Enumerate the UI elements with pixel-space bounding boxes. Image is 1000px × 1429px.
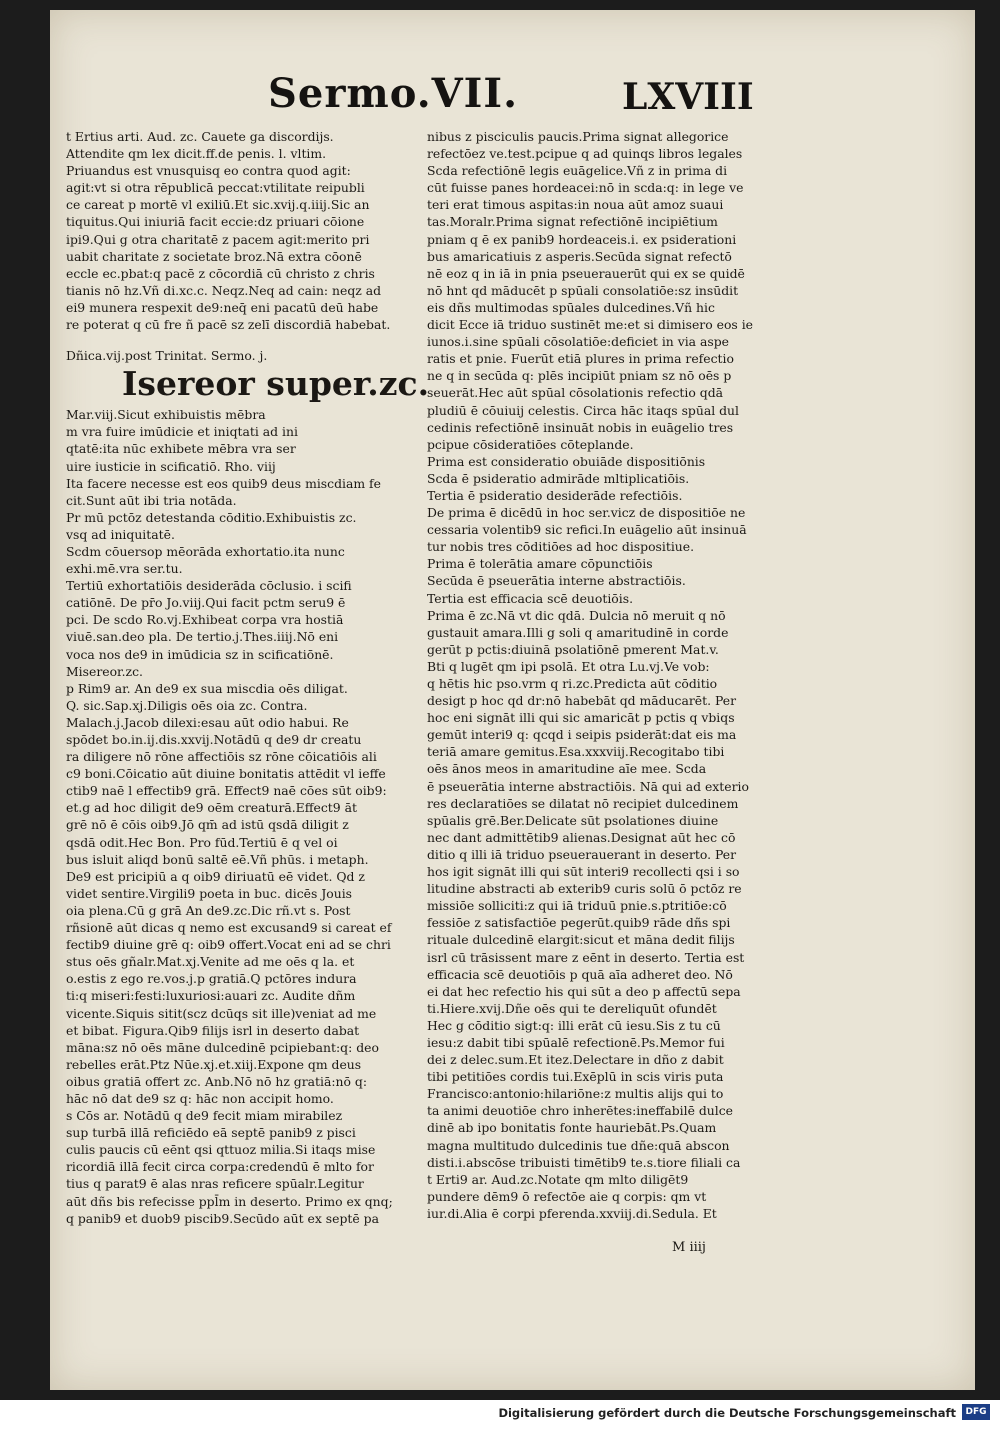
text-line: ra diligere nō rōne affectiōis sz rōne cōicatiōis ali (66, 749, 377, 765)
text-line: magna multitudo dulcedinis tue dñe:quā abscon (427, 1137, 730, 1153)
text-line: pci. De scdo Ro.vj.Exhibeat corpa vra hostiā (66, 612, 344, 628)
text-line: tiquitus.Qui iniuriā facit eccie:dz priuari cōione (66, 214, 365, 230)
text-line: ipi9.Qui g otra charitatē z pacem agit:merito pri (66, 231, 370, 247)
text-line: gerūt p pctis:diuinā psolatiōnē pmerent Mat.v. (427, 641, 719, 657)
text-line: bus amaricatiuis z asperis.Secūda signat refectō (427, 248, 732, 264)
text-line: ē pseuerātia interne abstractiōis. Nā qui ad exterio (427, 778, 749, 794)
text-line: ctib9 naē l effectib9 grā. Effect9 naē cōes sūt oib9: (66, 783, 387, 799)
text-line: cūt fuisse panes hordeacei:nō in scda:q: in lege ve (427, 180, 744, 196)
running-head-title: Sermo.VII. (268, 70, 519, 117)
text-line: ratis et pnie. Fuerūt etiā plures in prima refectio (427, 351, 734, 367)
text-line: Scdm cōuersop mēorāda exhortatio.ita nunc (66, 543, 345, 559)
text-line: seuerāt.Hec aūt spūal cōsolationis refectio qdā (427, 385, 724, 401)
text-line: eccle ec.pbat:q pacē z cōcordiā cū christo z chris (66, 265, 375, 281)
text-line: disti.i.abscōse tribuisti timētib9 te.s.tiore filiali ca (427, 1154, 741, 1170)
text-line: fessiōe z satisfactiōe pegerūt.quib9 rāde dñs spi (427, 915, 731, 931)
text-line: spōdet bo.in.ij.dis.xxvij.Notādū q de9 dr creatu (66, 732, 362, 747)
text-line: cessaria volentib9 sic refici.In euāgelio aūt insinuā (427, 522, 747, 538)
text-line: qtatē:ita nūc exhibete mēbra vra ser (66, 441, 296, 457)
text-line: qsdā odit.Hec Bon. Pro fūd.Tertiū ē q vel oi (66, 834, 338, 850)
text-line: pniam q ē ex panib9 hordeaceis.i. ex psiderationi (427, 231, 737, 247)
text-line: et bibat. Figura.Qib9 filijs isrl in deserto dabat (66, 1022, 360, 1038)
text-line: fectib9 diuine grē q: oib9 offert.Vocat eni ad se chri (66, 937, 391, 953)
dfg-logo-icon: DFG (962, 1404, 990, 1420)
text-line: ei9 munera respexit de9:neq̄ eni pacatū deū habe (66, 299, 379, 315)
text-line: m vra fuire imūdicie et iniqtati ad ini (66, 424, 298, 440)
text-line: culis paucis cū eēnt qsi qttuoz milia.Si itaqs mise (66, 1142, 376, 1158)
text-line: missiōe solliciti:z qui iā triduū pnie.s.ptritiōe:cō (427, 898, 727, 914)
text-line: c9 boni.Cōicatio aūt diuine bonitatis attēdit vl ieffe (66, 766, 386, 782)
text-line: oēs ānos meos in amaritudine aīe mee. Scda (427, 761, 707, 777)
text-line: s Cōs ar. Notādū q de9 fecit miam mirabilez (66, 1108, 343, 1124)
text-line: Prima ē tolerātia amare cōpunctiōis (427, 556, 653, 572)
text-line: tas.Moralr.Prima signat refectiōnē incipiētium (427, 214, 718, 230)
text-line: dei z delec.sum.Et itez.Delectare in dño z dabit (427, 1052, 724, 1068)
text-line: et.g ad hoc diligit de9 oēm creaturā.Effect9 āt (66, 800, 357, 816)
text-line: Francisco:antonio:hilariōne:z multis alijs qui to (427, 1086, 724, 1102)
text-line: Bti q lugēt qm ipi psolā. Et otra Lu.vj.Ve vob: (427, 658, 710, 674)
text-line: nec dant admittētib9 alienas.Designat aūt hec cō (427, 829, 736, 845)
text-line: nē eoz q in iā in pnia pseuerauerūt qui ex se quidē (427, 265, 745, 281)
text-line: vicente.Siquis sitit(scz dcūqs sit ille)veniat ad me (66, 1005, 377, 1021)
text-line: iur.di.Alia ē corpi pferenda.xxviij.di.Sedula. Et (427, 1205, 717, 1221)
text-line: hāc nō dat de9 sz q: hāc non accipit homo. (66, 1090, 334, 1106)
text-line: t Erti9 ar. Aud.zc.Notate qm mlto diligēt9 (427, 1171, 689, 1187)
text-line: ti.Hiere.xvij.Dñe oēs qui te dereliquūt ofundēt (427, 1000, 717, 1016)
text-line: Prima est consideratio obuiāde dispositiōnis (427, 453, 706, 469)
text-line: Tertia ē psideratio desiderāde refectiōis. (427, 487, 683, 503)
text-line: spūalis grē.Ber.Delicate sūt psolationes diuine (427, 812, 719, 828)
text-line: Ita facere necesse est eos quib9 deus miscdiam fe (66, 475, 381, 491)
text-line: videt sentire.Virgili9 poeta in buc. dicēs Jouis (66, 885, 353, 901)
text-line: rñsionē aūt dicas q nemo est excusand9 si careat ef (66, 920, 392, 936)
text-line: tianis nō hz.Vñ di.xc.c. Neqz.Neq ad cain: neqz ad (66, 282, 382, 298)
text-line: Prima ē zc.Nā vt dic qdā. Dulcia nō meruit q nō (427, 607, 726, 623)
text-line: efficacia scē deuotiōis p quā aīa adheret deo. Nō (427, 966, 733, 982)
text-line: voca nos de9 in imūdicia sz in scificatiōnē. (66, 646, 334, 662)
text-line: Priuandus est vnusquisq eo contra quod agit: (66, 163, 351, 179)
text-line: Q. sic.Sap.xj.Diligis oēs oia zc. Contra. (66, 697, 308, 713)
text-line: o.estis z ego re.vos.j.p gratiā.Q pctōres indura (66, 971, 357, 987)
text-line: ditio q illi iā triduo pseuerauerant in deserto. Per (427, 846, 737, 862)
text-line: teriā amare gemitus.Esa.xxxviij.Recogitabo tibi (427, 744, 725, 760)
text-line: oia plena.Cū g grā An de9.zc.Dic rñ.vt s. Post (66, 902, 351, 918)
text-line: cit.Sunt aūt ibi tria notāda. (66, 492, 237, 508)
text-line: tur nobis tres cōditiōes ad hoc dispositiue. (427, 539, 695, 555)
text-line: Dñica.vij.post Trinitat. Sermo. j. (66, 348, 268, 364)
text-line: bus isluit aliqd bonū saltē eē.Vñ phūs. i metaph. (66, 851, 369, 867)
text-line: refectōez ve.test.pcipue q ad quinqs libros legales (427, 146, 743, 162)
text-line: viuē.san.deo pla. De tertio.j.Thes.iiij.Nō eni (66, 629, 339, 645)
text-line: rituale dulcedinē elargit:sicut et māna dedit filijs (427, 932, 735, 948)
footer-credit: Digitalisierung gefördert durch die Deutsche Forschungsgemeinschaft (498, 1406, 956, 1420)
text-line: uire iusticie in scificatiō. Rho. viij (66, 458, 276, 474)
text-line: Scda refectiōnē legis euāgelice.Vñ z in prima di (427, 163, 728, 179)
footer-bar (0, 1400, 1000, 1429)
text-line: catiōnē. De pr̄o Jo.viij.Qui facit pctm seru9 ē (66, 595, 346, 611)
text-line: Malach.j.Jacob dilexi:esau aūt odio habui. Re (66, 714, 349, 730)
text-line: Tertia est efficacia scē deuotiōis. (427, 590, 634, 606)
text-line: t Ertius arti. Aud. zc. Cauete ga discordijs. (66, 129, 334, 144)
text-line: re poterat q cū fre ñ pacē sz zelī discordiā habebat. (66, 317, 391, 333)
text-line: dicit Ecce iā triduo sustinēt me:et si dimisero eos ie (427, 317, 754, 333)
text-line: ce careat p mortē vl exiliū.Et sic.xvij.q.iiij.Sic an (66, 197, 370, 213)
text-line: hos igit signāt illi qui sūt interi9 recollecti qsi i so (427, 864, 740, 880)
line-gap (66, 333, 411, 347)
folio-number: LXVIII (622, 76, 754, 118)
signature-mark: M iiij (672, 1240, 706, 1255)
text-line: dinē ab ipo bonitatis fonte hauriebāt.Ps.Quam (427, 1120, 717, 1136)
text-line: sup turbā illā reficiēdo eā septē panib9 z pisci (66, 1125, 356, 1141)
text-line: desigt p hoc qd dr:nō habebāt qd māducarēt. Per (427, 693, 737, 709)
text-line: iunos.i.sine spūali cōsolatiōe:deficiet in via aspe (427, 334, 730, 350)
text-line: ei dat hec refectio his qui sūt a deo p affectū sepa (427, 983, 741, 999)
left-text-column (66, 128, 430, 1227)
text-line: pludiū ē cōuiuij celestis. Circa hāc itaqs spūal dul (427, 402, 739, 418)
text-line: ta animi deuotiōe chro inherētes:ineffabilē dulce (427, 1103, 734, 1119)
text-line: eis dñs multimodas spūales dulcedines.Vñ hic (427, 299, 715, 315)
text-line: gustauit amara.Illi g soli q amaritudinē in corde (427, 624, 729, 640)
text-line: Mar.viij.Sicut exhibuistis mēbra (66, 407, 266, 423)
text-line: grē nō ē cōis oib9.Jō qm̄ ad istū qsdā diligit z (66, 817, 349, 833)
text-line: Hec g cōditio sigt:q: illi erāt cū iesu.Sis z tu cū (427, 1017, 721, 1033)
text-line: hoc eni signāt illi qui sic amaricāt p pctis q vbiqs (427, 710, 735, 726)
text-line: nō hnt qd māducēt p spūali consolatiōe:sz insūdit (427, 282, 739, 298)
text-line: p Rim9 ar. An de9 ex sua miscdia oēs diligat. (66, 680, 348, 696)
text-line: Scda ē psideratio admirāde mltiplicatiōis. (427, 470, 690, 486)
text-line: iesu:z dabit tibi spūalē refectionē.Ps.Memor fui (427, 1034, 725, 1050)
text-line: ti:q miseri:festi:luxuriosi:auari zc. Audite dñm (66, 988, 356, 1004)
text-line: ricordiā illā fecit circa corpa:credendū ē mlto for (66, 1159, 374, 1175)
text-line: exhi.mē.vra ser.tu. (66, 561, 183, 577)
text-line: tius q parat9 ē alas nras reficere spūalr.Legitur (66, 1176, 364, 1192)
text-line: oibus gratiā offert zc. Anb.Nō nō hz gratiā:nō q: (66, 1073, 368, 1089)
text-line: cedinis refectiōnē insinuāt nobis in euāgelio tres (427, 419, 734, 435)
right-text-column (427, 128, 789, 1222)
text-line: ne q in secūda q: plēs incipiūt pniam sz nō oēs p (427, 368, 732, 384)
text-line: De9 est pricipiū a q oib9 diriuatū eē videt. Qd z (66, 868, 365, 884)
text-line: nibus z pisciculis paucis.Prima signat allegorice (427, 129, 729, 144)
text-line: Attendite qm lex dicit.ff.de penis. l. vltim. (66, 146, 327, 162)
text-line: pcipue cōsideratiōes cōteplande. (427, 436, 634, 452)
text-line: q hētis hic pso.vrm q ri.zc.Predicta aūt cōditio (427, 676, 718, 691)
text-line: rebelles erāt.Ptz Nūe.xj.et.xiij.Expone qm deus (66, 1056, 362, 1072)
text-line: Tertiū exhortatiōis desiderāda cōclusio. i scifi (66, 578, 352, 594)
text-line: māna:sz nō oēs māne dulcedinē pcipiebant:q: deo (66, 1039, 379, 1055)
text-line: gemūt interi9 q: qcqd i seipis psiderāt:dat eis ma (427, 727, 737, 743)
text-line: res declaratiōes se dilatat nō recipiet dulcedinem (427, 795, 739, 811)
text-line: teri erat timous aspitas:in noua aūt amoz suaui (427, 197, 724, 213)
text-line: uabit charitate z societate broz.Nā extra cōonē (66, 248, 362, 264)
text-line: tibi petitiōes cordis tui.Exēplū in scis viris puta (427, 1069, 724, 1085)
text-line: aūt dñs bis refecisse ppl̄m in deserto. Primo ex qnq; (66, 1193, 393, 1209)
text-line: Pr mū pctōz detestanda cōditio.Exhibuistis zc. (66, 509, 357, 525)
text-line: vsq ad iniquitatē. (66, 526, 175, 542)
text-line: agit:vt si otra rēpublicā peccat:vtilitate reipubli (66, 180, 365, 196)
text-line: litudine abstracti ab exterib9 curis solū ō pctōz re (427, 881, 742, 897)
text-line: isrl cū trāsissent mare z eēnt in deserto. Tertia est (427, 949, 745, 965)
text-line: Secūda ē pseuerātia interne abstractiōis. (427, 573, 686, 589)
text-line: q panib9 et duob9 piscib9.Secūdo aūt ex septē pa (66, 1210, 379, 1226)
section-heading: Isereor super.zc. (122, 364, 430, 404)
text-line: pundere dēm9 ō refectōe aie q corpis: qm vt (427, 1188, 707, 1204)
text-line: Misereor.zc. (66, 663, 143, 679)
text-line: stus oēs gñalr.Mat.xj.Venite ad me oēs q la. et (66, 954, 355, 970)
text-line: De prima ē dicēdū in hoc ser.vicz de dispositiōe ne (427, 505, 746, 521)
